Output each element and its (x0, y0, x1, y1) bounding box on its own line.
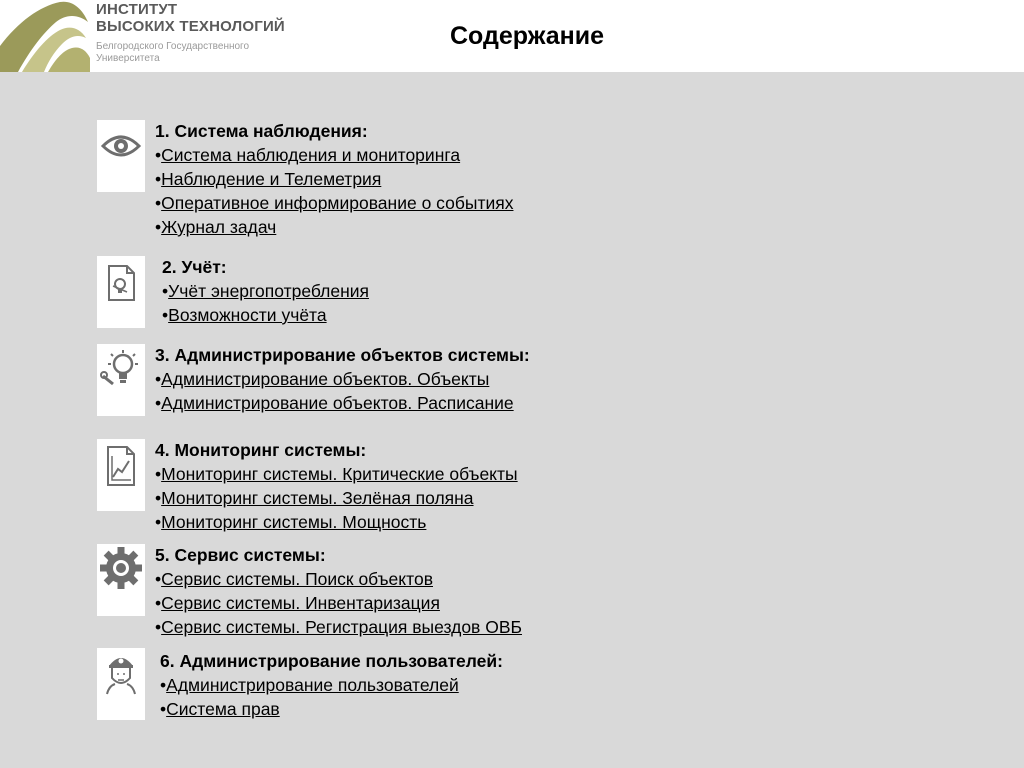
section-1-title: 1. Система наблюдения: (155, 121, 368, 141)
section-5-title: 5. Сервис системы: (155, 545, 326, 565)
section-1-icon-box (97, 120, 145, 192)
section-3-title: 3. Администрирование объектов системы: (155, 345, 530, 365)
section-4-item-1[interactable]: •Мониторинг системы. Критические объекты (155, 464, 518, 484)
page-title: Содержание (450, 22, 605, 50)
section-5-item-1[interactable]: •Сервис системы. Поиск объектов (155, 569, 433, 589)
section-2-item-2[interactable]: •Возможности учёта (162, 305, 327, 325)
section-6 (160, 649, 503, 721)
section-2 (162, 255, 369, 327)
section-3-item-2[interactable]: •Администрирование объектов. Расписание (155, 393, 514, 413)
section-6-item-2[interactable]: •Система прав (160, 699, 280, 719)
document-bulb-icon (97, 256, 145, 328)
section-1-item-2[interactable]: •Наблюдение и Телеметрия (155, 169, 382, 189)
section-6-item-1[interactable]: •Администрирование пользователей (160, 675, 459, 695)
eye-icon (97, 120, 145, 192)
section-3 (155, 343, 530, 415)
section-3-icon-box (97, 344, 145, 416)
section-4-item-2[interactable]: •Мониторинг системы. Зелёная поляна (155, 488, 474, 508)
section-5-icon-box (97, 544, 145, 616)
section-4 (155, 438, 518, 534)
section-3-item-1[interactable]: •Администрирование объектов. Объекты (155, 369, 490, 389)
section-1-item-4[interactable]: •Журнал задач (155, 217, 277, 237)
section-1-item-1[interactable]: •Система наблюдения и мониторинга (155, 145, 461, 165)
gear-icon (97, 544, 145, 616)
header (0, 0, 1024, 72)
logo-subtitle-line1: Белгородского Государственного (96, 41, 250, 52)
bulb-wrench-icon (97, 344, 145, 416)
section-6-title: 6. Администрирование пользователей: (160, 651, 503, 671)
section-4-icon-box (97, 439, 145, 511)
user-helmet-icon (97, 648, 145, 720)
section-6-icon-box (97, 648, 145, 720)
logo-title-line2: ВЫСОКИХ ТЕХНОЛОГИЙ (96, 18, 285, 35)
logo-title-line1: ИНСТИТУТ (96, 1, 178, 18)
section-4-item-3[interactable]: •Мониторинг системы. Мощность (155, 512, 427, 532)
section-1-item-3[interactable]: •Оперативное информирование о событиях (155, 193, 514, 213)
section-2-title: 2. Учёт: (162, 257, 227, 277)
section-5 (155, 543, 522, 639)
section-5-item-3[interactable]: •Сервис системы. Регистрация выездов ОВБ (155, 617, 522, 637)
chart-document-icon (97, 439, 145, 511)
section-5-item-2[interactable]: •Сервис системы. Инвентаризация (155, 593, 440, 613)
section-2-icon-box (97, 256, 145, 328)
section-1 (155, 119, 513, 239)
logo-subtitle-line2: Университета (96, 53, 160, 64)
section-4-title: 4. Мониторинг системы: (155, 440, 367, 460)
section-2-item-1[interactable]: •Учёт энергопотребления (162, 281, 369, 301)
institute-logo-icon (0, 0, 92, 72)
